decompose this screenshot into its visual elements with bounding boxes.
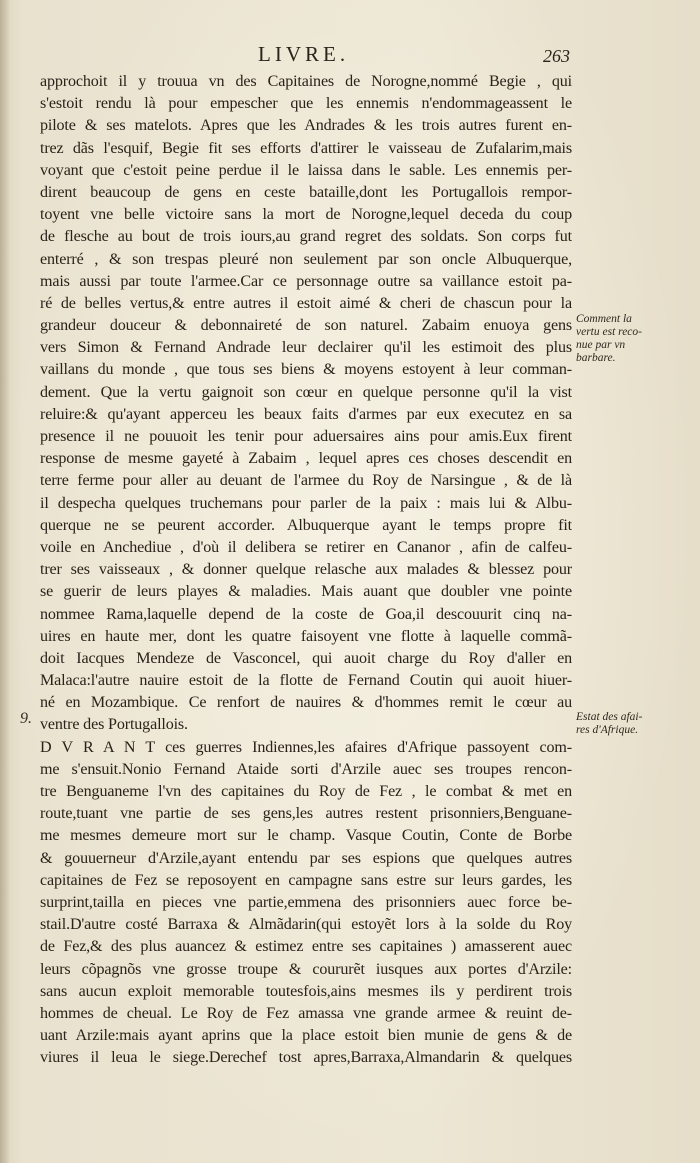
paragraph-marker: 9.: [20, 710, 32, 727]
margin-note-line: nue par vn: [576, 339, 626, 351]
text-line: vers Simon & Fernand Andrade leur declairer qu'il les estimoit des plus: [40, 339, 572, 357]
text-line: terre ferme pour aller au deuant de l'armee du Roy de Narsingue , & de là: [40, 472, 572, 490]
text-line: querque ne se peurent accorder. Albuquerque ayant le temps propre fit: [40, 516, 572, 534]
text-line: voyant que c'estoit peine perdue il le laissa dans le sable. Les ennemis per-: [40, 161, 572, 179]
text-line: nommee Rama,laquelle depend de la coste de Goa,il descouurit cinq na-: [40, 605, 572, 623]
binding-shadow: [0, 0, 10, 1163]
text-line: ré de belles vertus,& entre autres il estoit aimé & cheri de chascun pour la: [40, 294, 572, 312]
text-line: response de mesme gayeté à Zabaim , lequel apres ces choses descendit en: [40, 450, 572, 468]
text-line: né en Mozambique. Ce renfort de nauires & d'hommes remit le cœur au: [40, 694, 572, 712]
text-line: presence il ne pouuoit les tenir pour aduersaires ains pour amis.Eux firent: [40, 428, 572, 445]
text-line: reluire:& qu'ayant apperceu les beaux faits d'armes par eux executez en sa: [40, 405, 572, 423]
page-number: 263: [543, 46, 570, 66]
text-line: stail.D'autre costé Barraxa & Almãdarin(qui estoyẽt lors à la solde du Roy: [40, 916, 572, 934]
margin-note-line: Comment la: [576, 313, 632, 325]
text-line: tre Benguaneme l'vn des capitaines du Roy de Fez , le combat & met en: [40, 783, 572, 800]
margin-note-line: res d'Afrique.: [576, 724, 639, 736]
text-line: Malaca:l'autre nauire estoit de la flotte de Fernand Coutin qui auoit hiuer-: [40, 672, 572, 690]
running-head: LIVRE.: [258, 42, 350, 66]
margin-note-africa: [576, 711, 694, 737]
text-line: sans aucun exploit memorable toutesfois,ains mesmes ils y perdirent trois: [40, 982, 572, 1000]
text-line: viures il leua le siege.Derechef tost apres,Barraxa,Almandarin & quelques: [40, 1049, 572, 1067]
margin-note-virtue: [576, 313, 694, 365]
text-line: trer ses vaisseaux , & donner quelque relasche aux malades & blessez pour: [40, 561, 572, 579]
text-line: D V R A N T ces guerres Indiennes,les afaires d'Afrique passoyent com-: [40, 738, 572, 756]
text-line: uant Arzile:mais ayant aprins que la place estoit bien munie de gens & de: [40, 1027, 572, 1045]
text-line: approchoit il y trouua vn des Capitaines de Norogne,nommé Begie , qui: [40, 73, 572, 90]
text-line: enterré , & son trespas pleuré non seulement par son oncle Albuquerque,: [40, 250, 572, 268]
text-line: & gouuerneur d'Arzile,ayant entendu par ses espions que quelques autres: [40, 849, 572, 867]
margin-note-line: Estat des afai-: [576, 711, 643, 723]
text-line: dirent beaucoup de gens en ceste bataille,dont les Portugallois rempor-: [40, 183, 572, 201]
text-line: voile en Anchediue , d'où il delibera se retirer en Cananor , afin de calfeu-: [40, 538, 572, 556]
text-line: grandeur douceur & debonnaireté de son naturel. Zabaim enuoya gens: [40, 317, 572, 335]
text-line: route,tuant vne partie de ses gens,les autres restent prisonniers,Benguane-: [40, 805, 572, 823]
text-line: dement. Que la vertu gaignoit son cœur en quelque personne qu'il la vist: [40, 383, 572, 401]
text-line: doit Iacques Mendeze de Vasconcel, qui auoit charge du Roy d'aller en: [40, 649, 572, 667]
text-line: mais aussi par toute l'armee.Car ce personnage outre sa vaillance estoit pa-: [40, 272, 572, 290]
text-line: se guerir de leurs playes & maladies. Mais auant que doubler vne pointe: [40, 583, 572, 601]
text-line: ventre des Portugallois.: [40, 716, 188, 734]
text-line: pilote & ses matelots. Apres que les Andrades & les trois autres furent en-: [40, 117, 572, 135]
text-line: de Fez,& des plus auancez & estimez entre ses capitaines ) amasserent auec: [40, 938, 572, 956]
text-line: s'estoit rendu là pour empescher que les ennemis n'endommageassent le: [40, 95, 572, 113]
text-line: surprint,tailla en pieces vne partie,emmena des prisonniers auec force be-: [40, 893, 572, 911]
text-line: vaillans du monde , que tous ses biens & moyens estoyent à leur comman-: [40, 361, 572, 379]
text-line: uires en haute mer, dont les quatre faisoyent vne flotte à laquelle commã-: [40, 627, 572, 645]
text-line: me mesmes demeure mort sur le champ. Vasque Coutin, Conte de Borbe: [40, 827, 572, 845]
text-line: trez dãs l'esquif, Begie fit ses efforts d'attirer le vaisseau de Zufalarim,mais: [40, 139, 572, 157]
text-line: capitaines de Fez se reposoyent en campagne sans estre sur leurs gardes, les: [40, 871, 572, 889]
margin-note-line: vertu est reco-: [576, 326, 642, 338]
text-line: il despecha quelques truchemans pour parler de la paix : mais lui & Albu-: [40, 494, 572, 512]
margin-note-line: barbare.: [576, 352, 616, 364]
text-line: de flesche au bout de trois iours,au grand regret des soldats. Son corps fut: [40, 228, 572, 246]
text-line: toyent vne belle victoire sans la mort de Norogne,lequel deceda du coup: [40, 206, 572, 224]
text-line: hommes de cheual. Le Roy de Fez amassa vne grande armee & reuint de-: [40, 1004, 572, 1022]
main-text-block: [40, 71, 572, 1069]
text-line: me s'ensuit.Nonio Fernand Ataide sorti d'Arzile auec ses troupes rencon-: [40, 760, 572, 778]
text-line: leurs cõpagnõs vne grosse troupe & coururẽt iusques aux portes d'Arzile:: [40, 960, 572, 978]
